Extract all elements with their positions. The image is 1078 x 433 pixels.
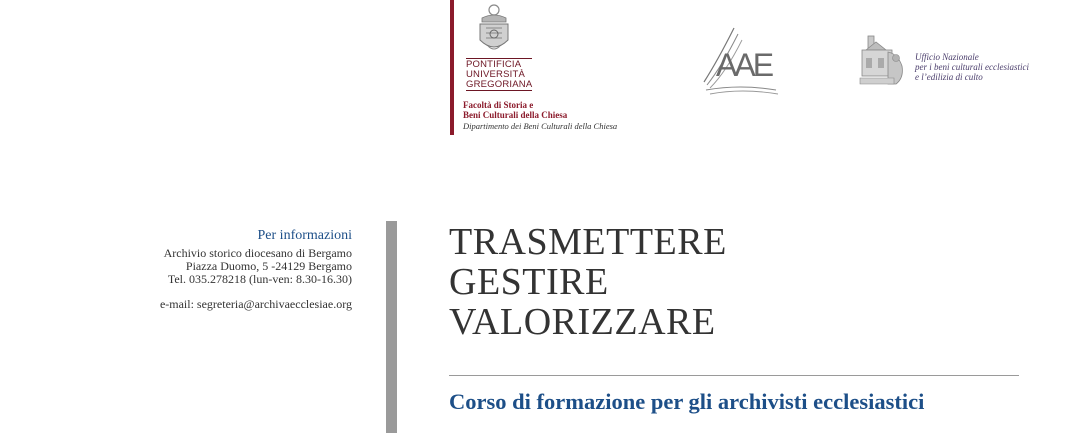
pug-name-line-3: GREGORIANA bbox=[466, 79, 533, 90]
pug-faculty-line-1: Facoltà di Storia e bbox=[463, 100, 534, 110]
title-line-2: GESTIRE bbox=[449, 261, 609, 303]
pug-name bbox=[466, 58, 532, 91]
pug-faculty bbox=[463, 100, 567, 120]
page-subtitle: Corso di formazione per gli archivisti ecclesiastici bbox=[449, 389, 925, 414]
contact-info bbox=[160, 228, 352, 311]
ufficio-line-3: e l’edilizia di culto bbox=[915, 72, 983, 82]
church-building-icon bbox=[858, 32, 908, 88]
ufficio-line-1: Ufficio Nazionale bbox=[915, 52, 979, 62]
title-line-1: TRASMETTERE bbox=[449, 221, 727, 263]
pug-accent-bar bbox=[450, 0, 454, 135]
pug-faculty-line-2: Beni Culturali della Chiesa bbox=[463, 110, 568, 120]
aae-logo-icon bbox=[700, 20, 790, 100]
ufficio-nazionale-logo bbox=[858, 32, 1063, 90]
pug-coat-of-arms-icon bbox=[474, 4, 514, 56]
pug-name-line-2: UNIVERSITÀ bbox=[466, 69, 526, 80]
contact-email[interactable]: e-mail: segreteria@archivaecclesiae.org bbox=[159, 297, 352, 311]
contact-address: Piazza Duomo, 5 -24129 Bergamo bbox=[185, 259, 352, 273]
ufficio-line-2: per i beni culturali ecclesiastici bbox=[915, 62, 1029, 72]
page-title bbox=[449, 222, 727, 342]
pug-name-line-1: PONTIFICIA bbox=[466, 59, 522, 70]
pug-logo bbox=[450, 0, 630, 135]
title-line-3: VALORIZZARE bbox=[449, 301, 716, 343]
contact-phone: Tel. 035.278218 (lun-ven: 8.30-16.30) bbox=[167, 272, 352, 286]
vertical-divider bbox=[386, 221, 397, 433]
contact-archive-name: Archivio storico diocesano di Bergamo bbox=[163, 246, 352, 260]
contact-heading: Per informazioni bbox=[257, 228, 352, 243]
title-divider bbox=[449, 375, 1019, 376]
pug-department: Dipartimento dei Beni Culturali della Chiesa bbox=[463, 121, 618, 131]
ufficio-nazionale-text bbox=[915, 52, 1029, 82]
aae-logo-text: AAE bbox=[716, 47, 772, 83]
